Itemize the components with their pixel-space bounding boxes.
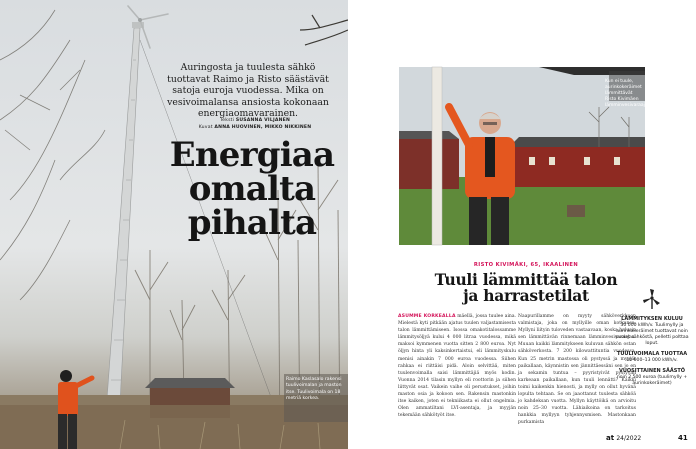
text-credit-author: SUSANNA VILJANEN [235, 118, 291, 123]
credits [180, 117, 330, 131]
magazine-brand: at [606, 434, 615, 442]
text-credit-label: Teksti [219, 118, 235, 123]
photo-credit-author: ANNA HUOVINEN, MIKKO NIKKINEN [214, 125, 312, 130]
portrait-caption: Kun ei tuule, aurinkokeräimet lämmittävät Risto Kivimäen lämminvesivaraajaa. [605, 79, 652, 108]
fact-heading-production: TUULIVOIMALA TUOTTAA [616, 351, 688, 358]
issue-number: 24/2022 [616, 435, 642, 442]
fact-value-heating: 30 000 kWh/v. Tuulimylly ja aurinkokeräimet tuottavat noin puolet sähköstä, pelletti polttaa loput. [615, 322, 689, 347]
body-column-1 [398, 313, 516, 419]
body-column-1-text: mäellä, jossa tuulee aina. Mielestä kyti pitkään ajatus tuulen valjastamisesta talon lämmittämiseen. Isossa omakotitalossamme lämmitysöljyä kului 4 000 litraa vuodessa, mikä maksoi kymmenen vuotta sitten 2 800 euroa. Nyt öljyn hinta yli kaksinkertaistui, eli lämmityskulu menisi ainakin 7 000 euroa vuodessa. Siihen rahkaa ei riittäisi pidä. Aloin selvittää, miten tuulenvoimalla saisi lämmittäjiä myös kodin. Vuonna 2014 tilasin myllyn eli roottorin ja siihen liittyvät osat. Vaikein vaihe oli perustukset, joihin maston osia ja kokoon sen. Rakensin mastonkin itse kaiken, joten ei tekniikasta ei ollut ongelmia. Olen ammatiltani LVI-asentaja, ja myyjän tekemään sähkötyöt itse. [398, 314, 516, 419]
portrait-photo [399, 67, 652, 245]
page-footer [606, 434, 696, 442]
intro-text: Auringosta ja tuulesta sähkö tuottavat Raimo ja Risto säästävät satoja euroja vuodessa. Mika on vesivoimalansa ansiosta kokonaan energiaomavarainen. [167, 62, 329, 119]
article-title-line-1: Tuuli lämmittää talon [434, 270, 618, 289]
page-number: 41 [678, 434, 688, 442]
headline-line-2: omalta [188, 169, 316, 209]
body-lead-in: ASUMME KORKEALLA [398, 314, 456, 319]
headline-line-3: pihalta [187, 203, 317, 243]
fact-heading-savings: VUOSITTAINEN SÄÄSTÖ [618, 368, 686, 375]
left-photo-caption: Raimo Kaslasalo rakensi tuulivoimalan ja maston itse. Tuulivoimala on 18 metriä korkea. [286, 377, 342, 401]
fact-heading-heating: LÄMMITYKSEN KULUU [621, 316, 683, 322]
headline [164, 135, 340, 243]
article-title-line-2: ja harrastetilat [463, 286, 589, 305]
fact-value-production: 10 000–13 000 kWh/v. [626, 357, 678, 363]
article-kicker: RISTO KIVIMÄKI, 65, IKAALINEN [473, 262, 579, 268]
body-column-2: Naapurillamme on myyty sähköverkkoon valmistaja, joka on myllyille oman kotkansa. Myllyni liityin tuloveden vastaavaan, koska halusin sen lämmittävän rinnemaan lämminvesivaraajaa. Muuan kaikki lämmitykseen kuluvan sähkön ostan sähköverkosta. 7 200 kilowattituntia vuodessa. Kun 25 metrin mastossa oli pystyssä ja myyjät paikallaan, käynnistin sen jännittäessäni sen jo en ja sekamin tuntua – pyyristyivät pystyvän karkeaan paikallaan, kun tuuli lennätti? Kaikki toimi kaikenkin hienosti, ja mylly on ollut hyvänä lopulta tehtaan. Se on jaaottanut tuulesta sähköä jo kahdeksan vuotta. Myllyn käyttöikä on arvioitu noin 25–30 vuotta. Lähiaikoina on tarkoitus hankkia myllyyn tyhjennysmisen. Mastonkaan purkamista [518, 314, 636, 426]
fact-value-savings: noin 2 500 euroa (tuulimylly + aurinkokeräimet) [616, 374, 688, 386]
facts-sidebar [612, 288, 692, 391]
headline-line-1: Energiaa [169, 135, 335, 175]
right-page [348, 0, 696, 449]
photo-credit-label: Kuvat [198, 125, 213, 130]
wind-turbine-icon [641, 288, 663, 310]
article-title [406, 272, 646, 304]
